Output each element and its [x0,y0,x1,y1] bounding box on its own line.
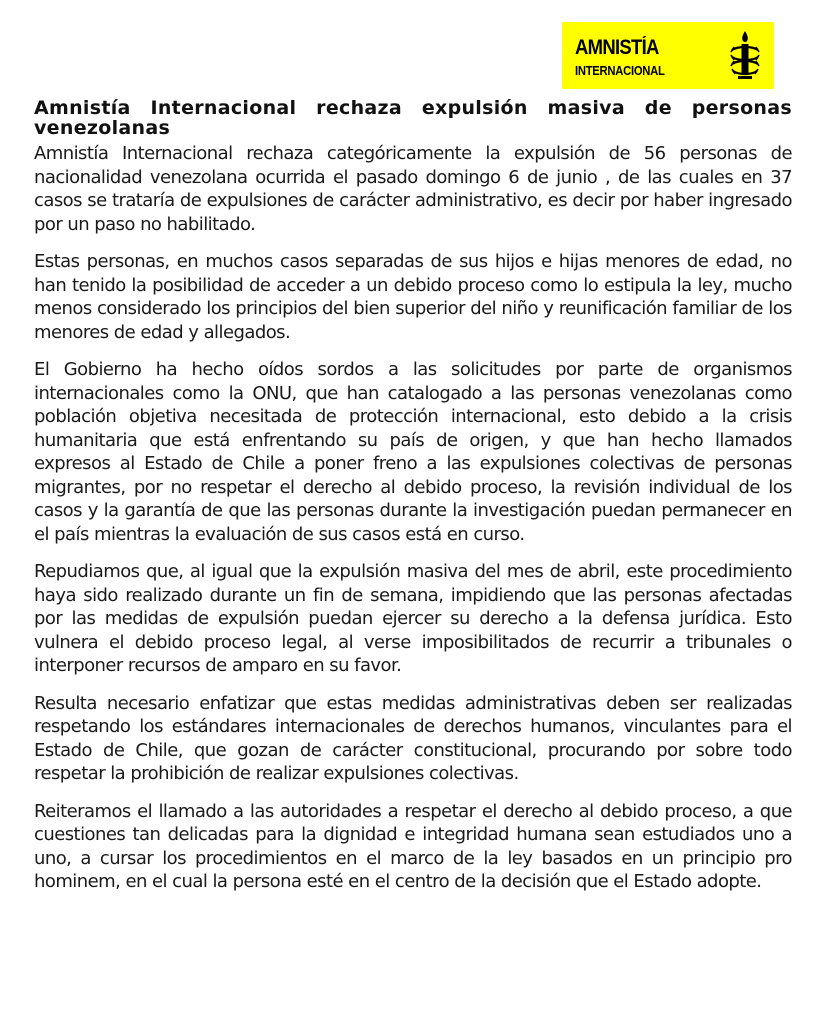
paragraph-1: Amnistía Internacional rechaza categóricamente la expulsión de 56 personas de nacionalidad venezolana ocurrida el pasado domingo 6 de junio , de las cuales en 37 casos se trataría de expulsiones de carácter administrativo, es decir por haber ingresado por un paso no habilitado. [34,143,792,235]
paragraph-6: Reiteramos el llamado a las autoridades a respetar el derecho al debido proceso, a que cuestiones tan delicadas para la dignidad e integridad humana sean estudiados uno a uno, a cursar los procedimientos en el marco de la ley basados en un principio pro hominem, en el cual la persona esté en el centro de la decisión que el Estado adopte. [34,800,792,892]
article [34,98,792,908]
paragraph-4: Repudiamos que, al igual que la expulsión masiva del mes de abril, este procedimiento haya sido realizado durante un fin de semana, impidiendo que las personas afectadas por las medidas de expulsión puedan ejercer su derecho a la defensa jurídica. Esto vulnera el debido proceso legal, al verse imposibilitados de recurrir a tribunales o interponer recursos de amparo en su favor. [34,561,792,676]
logo-text-amnistia: AMNISTÍA [575,36,659,59]
amnesty-logo [562,22,774,89]
paragraph-3: El Gobierno ha hecho oídos sordos a las solicitudes por parte de organismos internacionales como la ONU, que han catalogado a las personas venezolanas como población objetiva necesitada de protección internacional, esto debido a la crisis humanitaria que está enfrentando su país de origen, y que han hecho llamados expresos al Estado de Chile a poner freno a las expulsiones colectivas de personas migrantes, por no respetar el derecho al debido proceso, la revisión individual de los casos y la garantía de que las personas durante la investigación puedan permanecer en el país mientras la evaluación de sus casos está en curso. [34,359,792,545]
paragraph-2: Estas personas, en muchos casos separadas de sus hijos e hijas menores de edad, no han tenido la posibilidad de acceder a un debido proceso como lo estipula la ley, mucho menos considerado los principios del bien superior del niño y reunificación familiar de los menores de edad y allegados. [34,251,792,343]
paragraph-5: Resulta necesario enfatizar que estas medidas administrativas deben ser realizadas respetando los estándares internacionales de derechos humanos, vinculantes para el Estado de Chile, que gozan de carácter constitucional, procurando por sobre todo respetar la prohibición de realizar expulsiones colectivas. [34,692,792,784]
logo-text-internacional: INTERNACIONAL [575,64,665,78]
candle-barbed-wire-icon [728,30,762,82]
article-title: Amnistía Internacional rechaza expulsión masiva de personas venezolanas [34,97,792,139]
